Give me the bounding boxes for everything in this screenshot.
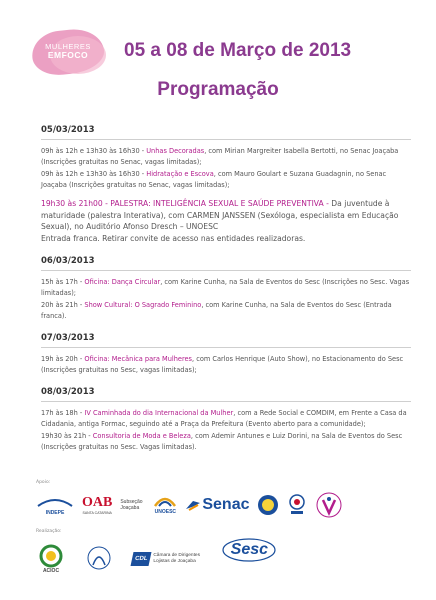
oab-logo: OAB SANTA CATARINA bbox=[82, 495, 113, 515]
organizer-label: Realização: bbox=[36, 529, 62, 534]
item-event: IV Caminhada do dia Internacional da Mulher bbox=[84, 409, 234, 417]
item-details: , com Mirian Margreiter Isabella Bertotti, no Senac Joaçaba (Inscrições gratuitas no Senac, vagas limitadas); bbox=[41, 147, 399, 166]
item-details: , com Karine Cunha, na Sala de Eventos do Sesc (Entrada franca). bbox=[41, 301, 392, 320]
item-time: 19h30 às 21h - bbox=[41, 432, 91, 440]
day-heading: 08/03/2013 bbox=[41, 387, 95, 397]
item-time: 09h às 12h e 13h30 às 16h30 - bbox=[41, 147, 145, 155]
item-details: , com Mauro Goulart e Suzana Guadagnin, no Senac Joaçaba (Inscrições gratuitas no Senac, vagas limitadas); bbox=[41, 170, 387, 189]
item-event: Show Cultural: O Sagrado Feminino bbox=[84, 301, 202, 309]
logo-line-2: EMFOCO bbox=[47, 50, 89, 60]
item-event: Consultoria de Moda e Beleza bbox=[92, 432, 191, 440]
item-event: Hidratação e Escova bbox=[146, 170, 214, 178]
program-content bbox=[41, 125, 411, 460]
support-label: Apoio: bbox=[36, 480, 51, 485]
cdl-badge: CDL bbox=[131, 552, 152, 566]
lecture-item bbox=[41, 198, 411, 244]
item-event: Oficina: Dança Circular bbox=[84, 278, 161, 286]
day-block bbox=[41, 333, 411, 375]
unoesc-logo: UNOESC bbox=[152, 495, 178, 515]
item-event: Unhas Decoradas bbox=[146, 147, 205, 155]
day-heading: 07/03/2013 bbox=[41, 333, 95, 343]
day-block bbox=[41, 387, 411, 452]
schedule-item bbox=[41, 431, 411, 452]
item-time: 15h às 17h - bbox=[41, 278, 83, 286]
sesc-logo: Sesc bbox=[221, 537, 277, 581]
schedule-item bbox=[41, 169, 411, 190]
page-title: Programação bbox=[157, 79, 279, 100]
date-range-title: 05 a 08 de Março de 2013 bbox=[124, 40, 352, 61]
cdl-logo: CDL Câmara de Dirigentes Lojistas de Joaçaba bbox=[132, 552, 203, 566]
item-time: 20h às 21h - bbox=[41, 301, 83, 309]
logo-line-1: MULHERES bbox=[45, 42, 91, 51]
subsecao-label: Subseção Joaçaba bbox=[120, 499, 143, 511]
council-logo bbox=[287, 494, 307, 516]
acioc-logo: ACIOC bbox=[36, 544, 66, 574]
day-block bbox=[41, 125, 411, 244]
senac-logo: Senac bbox=[186, 496, 249, 514]
women-network-logo bbox=[84, 545, 114, 573]
day-heading: 06/03/2013 bbox=[41, 256, 95, 266]
sponsors-section bbox=[36, 480, 406, 584]
item-details: , com Karine Cunha, na Sala de Eventos do Sesc (Inscrições no Sesc. Vagas limitadas); bbox=[41, 278, 410, 297]
day-divider bbox=[41, 347, 411, 348]
day-block bbox=[41, 256, 411, 321]
schedule-item bbox=[41, 146, 411, 167]
item-details: , com a Rede Social e COMDIM, em Frente a Casa da Cidadania, antiga Formac, seguindo até a Praça da Prefeitura (Evento aberto para a comunidade); bbox=[41, 409, 407, 428]
seal-logo bbox=[257, 494, 279, 516]
schedule-item bbox=[41, 277, 411, 298]
item-time: 09h às 12h e 13h30 às 16h30 - bbox=[41, 170, 145, 178]
day-divider bbox=[41, 401, 411, 402]
item-details: , com Carlos Henrique (Auto Show), no Estacionamento do Sesc (Inscrições gratuitas no Sesc, vagas limitadas); bbox=[41, 355, 404, 374]
schedule-item bbox=[41, 354, 411, 375]
schedule-item bbox=[41, 408, 411, 429]
item-event: Oficina: Mecânica para Mulheres bbox=[84, 355, 192, 363]
organizer-logos-row bbox=[36, 534, 406, 584]
women-council-logo bbox=[315, 491, 343, 519]
item-time: 17h às 18h - bbox=[41, 409, 83, 417]
item-details: , com Ademir Antunes e Luiz Dorini, na Sala de Eventos do Sesc (Inscrições gratuitas no Sesc. Vagas limitadas). bbox=[41, 432, 403, 451]
day-heading: 05/03/2013 bbox=[41, 125, 95, 135]
indepe-logo: INDEPE bbox=[36, 494, 74, 516]
day-divider bbox=[41, 270, 411, 271]
support-logos-row bbox=[36, 485, 406, 525]
schedule-item bbox=[41, 300, 411, 321]
logo-text bbox=[32, 43, 104, 59]
event-logo bbox=[32, 30, 104, 74]
day-divider bbox=[41, 139, 411, 140]
lecture-note: Entrada franca. Retirar convite de acesso nas entidades realizadoras. bbox=[41, 233, 306, 243]
item-time: 19h às 20h - bbox=[41, 355, 83, 363]
lecture-details: Da juventude à maturidade (palestra Interativa), com CARMEN JANSSEN (Sexóloga, especialista em Educação Sexual), no Auditório Afonso Dresch – UNOESC bbox=[41, 199, 399, 231]
lecture-title: 19h30 às 21h00 - PALESTRA: INTELIGÊNCIA SEXUAL E SAÚDE PREVENTIVA - bbox=[41, 199, 329, 208]
